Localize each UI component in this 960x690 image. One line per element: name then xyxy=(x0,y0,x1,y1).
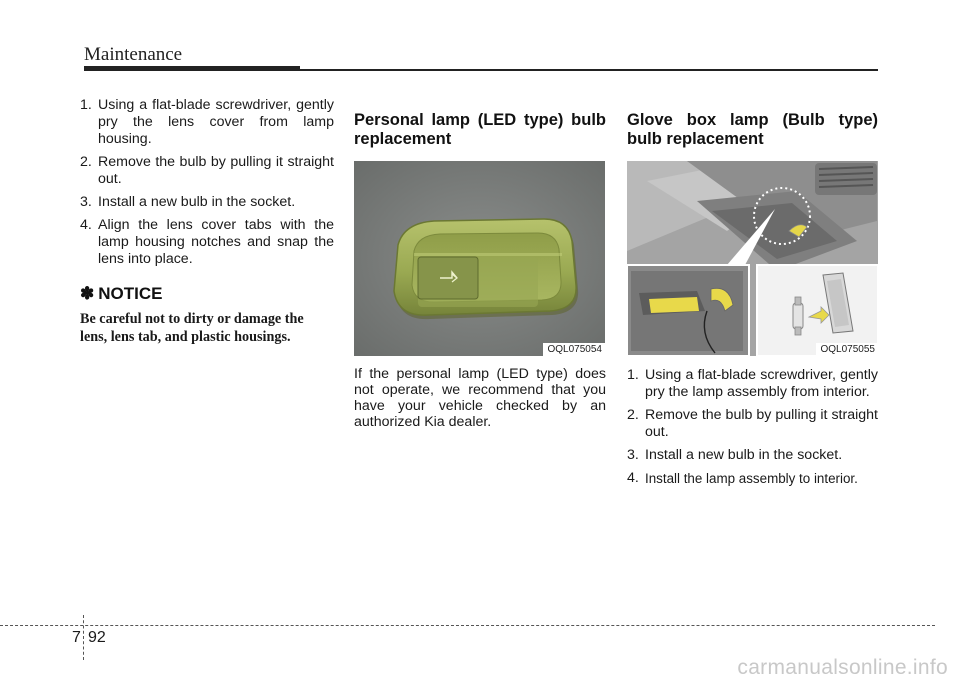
figure-label: OQL075054 xyxy=(543,343,606,356)
list-item: 2. Remove the bulb by pulling it straight out. xyxy=(80,154,334,187)
notice-star-icon: ✽ xyxy=(80,284,95,303)
lens-steps-list xyxy=(80,97,334,268)
list-item: 3. Install a new bulb in the socket. xyxy=(80,194,296,210)
watermark: carmanualsonline.info xyxy=(737,656,948,679)
list-item: 3. Install a new bulb in the socket. xyxy=(627,447,843,463)
glove-box-lamp-figure xyxy=(627,161,878,356)
list-item: 1. Using a flat-blade screwdriver, gently pry the lens cover from lamp housing. xyxy=(80,97,334,147)
left-column xyxy=(80,97,334,346)
footer-vertical-divider xyxy=(83,615,84,660)
personal-lamp-illustration xyxy=(354,161,605,356)
footer-dashed-rule xyxy=(0,625,935,626)
glove-box-lamp-heading: Glove box lamp (Bulb type) bulb replacement xyxy=(627,111,878,148)
personal-lamp-heading: Personal lamp (LED type) bulb replacement xyxy=(354,111,606,148)
list-item: 4. Install the lamp assembly to interior. xyxy=(627,470,858,486)
middle-column xyxy=(354,111,606,430)
page-number: 92 xyxy=(88,629,106,646)
header-rule-thin xyxy=(300,69,878,71)
notice-heading: ✽ NOTICE xyxy=(80,284,163,303)
right-column xyxy=(627,111,878,494)
personal-lamp-paragraph: If the personal lamp (LED type) does not operate, we recommend that you have your vehicle checked by an authorized Kia dealer. xyxy=(354,366,606,430)
glove-box-steps-list xyxy=(627,367,878,488)
personal-lamp-figure xyxy=(354,161,605,356)
header-rule-thick xyxy=(84,66,300,71)
chapter-number: 7 xyxy=(72,629,81,646)
notice-body: Be careful not to dirty or damage the lens, lens tab, and plastic housings. xyxy=(80,311,304,345)
list-item: 4. Align the lens cover tabs with the lamp housing notches and snap the lens into place. xyxy=(80,217,334,267)
glove-box-lamp-illustration xyxy=(627,161,878,356)
figure-label: OQL075055 xyxy=(816,343,879,356)
list-item: 2. Remove the bulb by pulling it straight out. xyxy=(627,407,878,440)
list-item: 1. Using a flat-blade screwdriver, gently pry the lamp assembly from interior. xyxy=(627,367,878,400)
page-header-title: Maintenance xyxy=(84,44,183,65)
